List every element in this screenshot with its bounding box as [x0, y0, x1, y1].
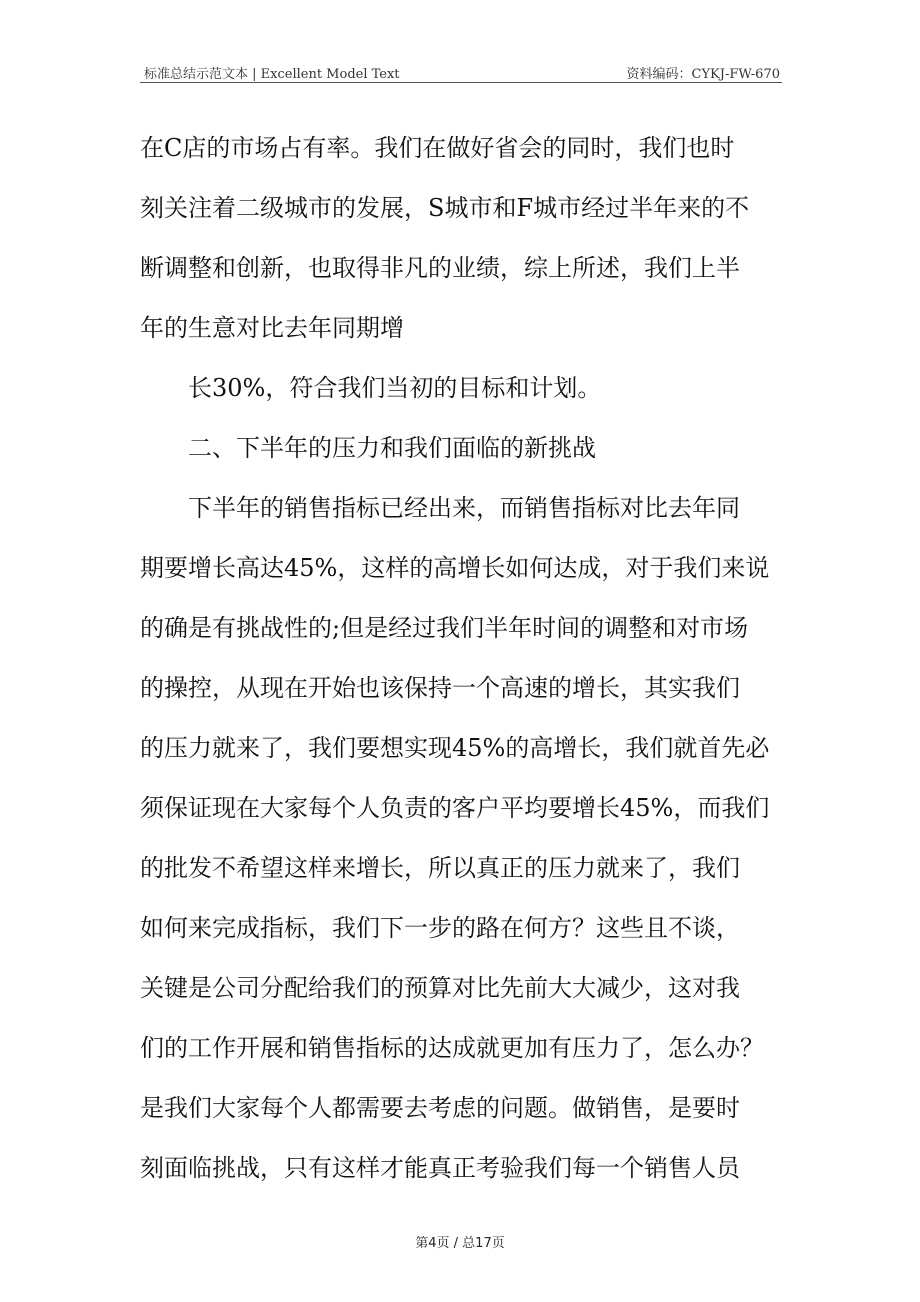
body-line: 下半年的销售指标已经出来，而销售指标对比去年同	[188, 494, 740, 522]
body-line: 关键是公司分配给我们的预算对比先前大大减少，这对我	[140, 974, 740, 1002]
section-heading: 二、下半年的压力和我们面临的新挑战	[188, 434, 596, 462]
body-line: 年的生意对比去年同期增	[140, 314, 404, 342]
page-number: 第4页 / 总17页	[415, 1236, 505, 1251]
body-line: 刻面临挑战，只有这样才能真正考验我们每一个销售人员	[140, 1154, 740, 1182]
body-line: 的压力就来了，我们要想实现45%的高增长，我们就首先必	[140, 734, 770, 762]
body-line: 须保证现在大家每个人负责的客户平均要增长45%，而我们	[140, 794, 770, 822]
page-footer	[0, 1232, 920, 1251]
body-line: 如何来完成指标，我们下一步的路在何方？这些且不谈，	[140, 914, 740, 942]
body-line: 是我们大家每个人都需要去考虑的问题。做销售，是要时	[140, 1094, 740, 1122]
body-line: 的批发不希望这样来增长，所以真正的压力就来了，我们	[140, 854, 740, 882]
body-line: 的确是有挑战性的;但是经过我们半年时间的调整和对市场	[140, 614, 749, 642]
body-line: 刻关注着二级城市的发展，S城市和F城市经过半年来的不	[140, 194, 750, 222]
header-title: 标准总结示范文本 | Excellent Model Text	[144, 67, 400, 82]
page-header	[140, 58, 782, 83]
document-body	[140, 118, 782, 1198]
document-code: 资料编码：CYKJ-FW-670	[626, 67, 780, 82]
body-line: 长30%，符合我们当初的目标和计划。	[188, 374, 602, 402]
body-line: 们的工作开展和销售指标的达成就更加有压力了，怎么办？	[140, 1034, 764, 1062]
body-line: 断调整和创新，也取得非凡的业绩，综上所述，我们上半	[140, 254, 740, 282]
body-line: 的操控，从现在开始也该保持一个高速的增长，其实我们	[140, 674, 740, 702]
body-line: 期要增长高达45%，这样的高增长如何达成，对于我们来说	[140, 554, 770, 582]
body-line: 在C店的市场占有率。我们在做好省会的同时，我们也时	[140, 134, 735, 162]
